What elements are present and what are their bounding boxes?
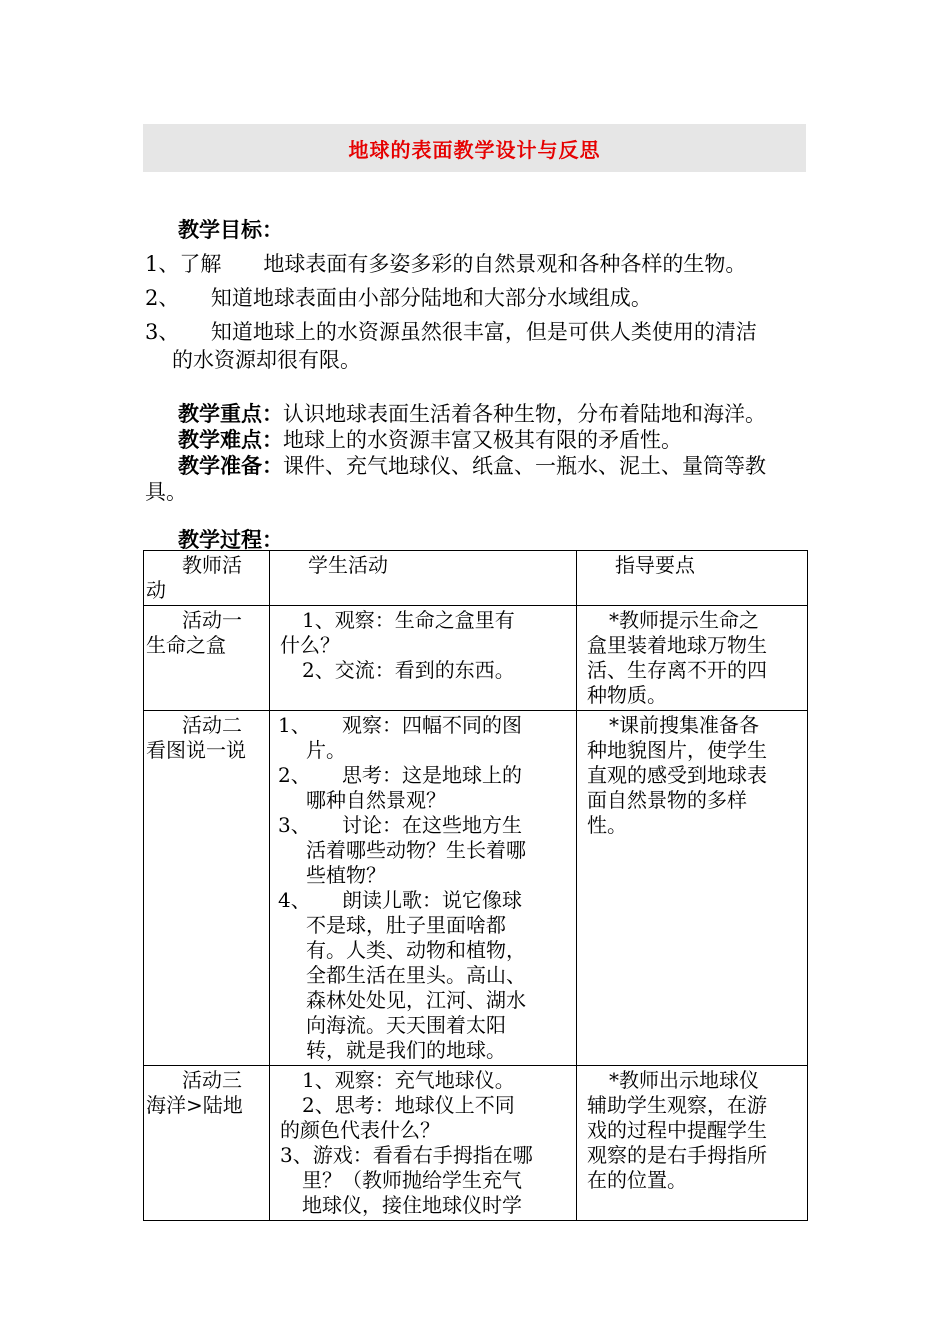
student-step-3: 3、 讨论：在这些地方生	[278, 813, 522, 837]
student-step-1: 1、 观察：四幅不同的图	[278, 713, 522, 737]
row1-student: 1、观察：生命之盒里有 什么？ 2、交流：看到的东西。	[270, 606, 577, 711]
difficult-point-text: 地球上的水资源丰富又极其有限的矛盾性。	[283, 428, 682, 452]
row1-teacher: 活动一 生命之盒	[144, 606, 270, 711]
header-teacher: 教师活 动	[144, 551, 270, 606]
row3-guide: *教师出示地球仪 辅助学生观察，在游 戏的过程中提醒学生 观察的是右手拇指所 在的位置。	[577, 1066, 808, 1221]
preparation-cont: 具。	[145, 480, 187, 504]
row2-teacher: 活动二 看图说一说	[144, 711, 270, 1066]
row2-guide: *课前搜集准备各 种地貌图片，使学生 直观的感受到地球表 面自然景物的多样 性。	[577, 711, 808, 1066]
table-row	[144, 711, 808, 1066]
preparation	[178, 454, 766, 478]
process-table	[143, 550, 808, 1221]
student-step-2: 2、 思考：这是地球上的	[278, 763, 522, 787]
header-student: 学生活动	[270, 551, 577, 606]
objective-item-2: 2、 知道地球表面由小部分陆地和大部分水域组成。	[145, 286, 652, 310]
objective-item-1: 1、了解 地球表面有多姿多彩的自然景观和各种各样的生物。	[145, 252, 747, 276]
title-banner	[143, 124, 806, 172]
header-guide: 指导要点	[577, 551, 808, 606]
row3-teacher: 活动三 海洋>陆地	[144, 1066, 270, 1221]
key-point-text: 认识地球表面生活着各种生物，分布着陆地和海洋。	[283, 402, 766, 426]
row1-guide: *教师提示生命之 盒里装着地球万物生 活、生存离不开的四 种物质。	[577, 606, 808, 711]
preparation-text: 课件、充气地球仪、纸盒、一瓶水、泥土、量筒等教	[283, 454, 766, 478]
objective-item-3-cont: 的水资源却很有限。	[172, 348, 361, 372]
process-heading: 教学过程：	[178, 527, 283, 552]
row2-student: 1、 观察：四幅不同的图 片。 2、 思考：这是地球上的 哪种自然景观？ 3、 讨论：在这些地方生 活着哪些动物？生长着哪 些植物？ 4、 朗读儿歌：说它像球 不是球，肚子里面啥都 有。人类、动物和植物， 全都生活在里头。高山、 森林处处见，江河、湖水 向海流。天天围着太阳 转，就是我们的地球。	[270, 711, 577, 1066]
row3-student: 1、观察：充气地球仪。 2、思考：地球仪上不同 的颜色代表什么？ 3、游戏：看看右手拇指在哪 里？（教师抛给学生充气 地球仪，接住地球仪时学	[270, 1066, 577, 1221]
table-header-row	[144, 551, 808, 606]
document-title: 地球的表面教学设计与反思	[348, 137, 601, 162]
difficult-point	[178, 428, 682, 452]
difficult-point-label: 教学难点：	[178, 427, 283, 452]
table-row	[144, 1066, 808, 1221]
key-point-label: 教学重点：	[178, 401, 283, 426]
student-step-4: 4、 朗读儿歌：说它像球	[278, 888, 522, 912]
table-row	[144, 606, 808, 711]
objectives-heading: 教学目标：	[178, 217, 283, 242]
key-point	[178, 402, 766, 426]
objective-item-3: 3、 知道地球上的水资源虽然很丰富，但是可供人类使用的清洁	[145, 320, 757, 344]
preparation-label: 教学准备：	[178, 453, 283, 478]
